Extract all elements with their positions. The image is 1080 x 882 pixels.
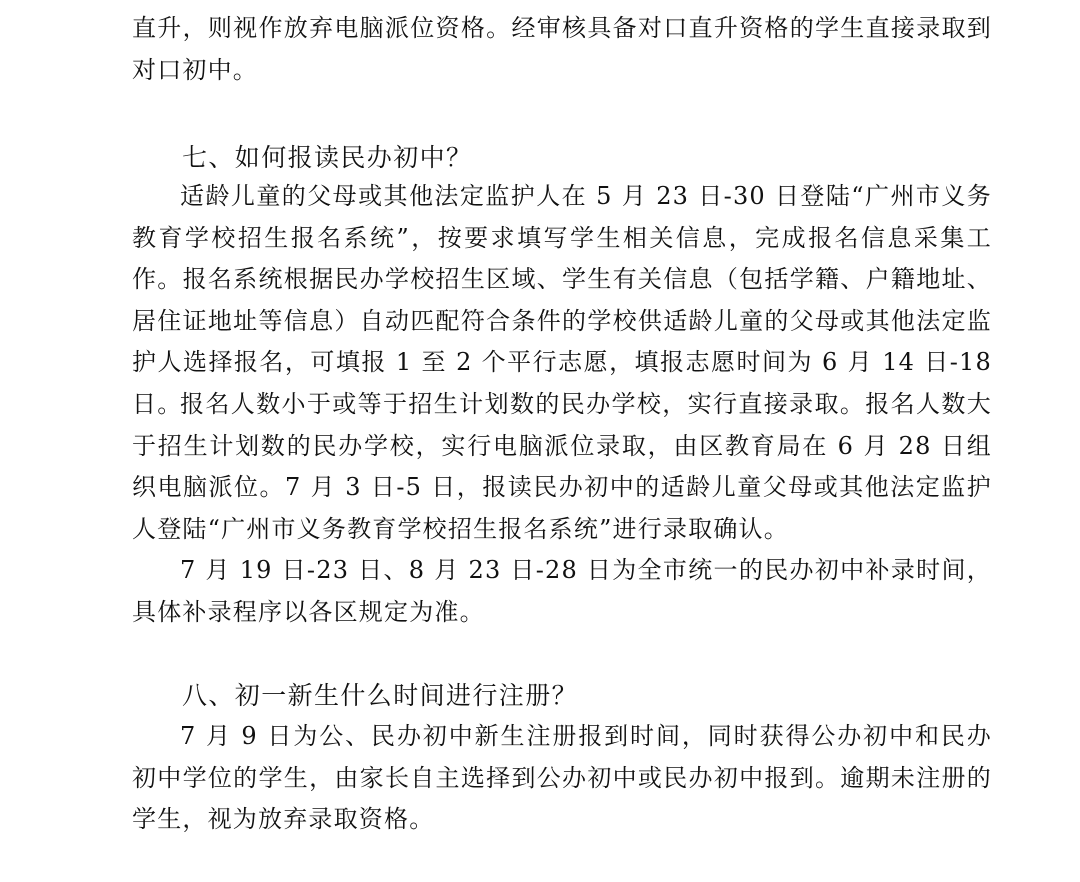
section-8-paragraph-1: 7 月 9 日为公、民办初中新生注册报到时间，同时获得公办初中和民办初中学位的学生，由家长自主选择到公办初中或民办初中报到。逾期未注册的学生，视为放弃录取资格。 — [132, 722, 992, 833]
section-7-paragraph-1: 适龄儿童的父母或其他法定监护人在 5 月 23 日-30 日登陆“广州市义务教育学校招生报名系统”，按要求填写学生相关信息，完成报名信息采集工作。报名系统根据民办学校招生区域、学生有关信息（包括学籍、户籍地址、居住证地址等信息）自动匹配符合条件的学校供适龄儿童的父母或其他法定监护人选择报名，可填报 1 至 2 个平行志愿，填报志愿时间为 6 月 14 日-18 日。 — [132, 182, 992, 418]
continuation-paragraph: 直升，则视作放弃电脑派位资格。经审核具备对口直升资格的学生直接录取到对口初中。 — [132, 14, 992, 84]
section-7-paragraph-3: 7 月 19 日-23 日、8 月 23 日-28 日为全市统一的民办初中补录时间，具体补录程序以各区规定为准。 — [132, 556, 992, 626]
section-7-paragraph-2: 报名人数小于或等于招生计划数的民办学校，实行直接录取。报名人数大于招生计划数的民办学校，实行电脑派位录取，由区教育局在 6 月 28 日组织电脑派位。7 月 3 日-5 日，报读民办初中的适龄儿童父母或其他法定监护人登陆“广州市义务教育学校招生报名系统”进行录取确认。 — [132, 390, 992, 543]
section-7-heading: 七、如何报读民办初中？ — [182, 143, 473, 172]
section-8-heading: 八、初一新生什么时间进行注册？ — [182, 681, 579, 710]
